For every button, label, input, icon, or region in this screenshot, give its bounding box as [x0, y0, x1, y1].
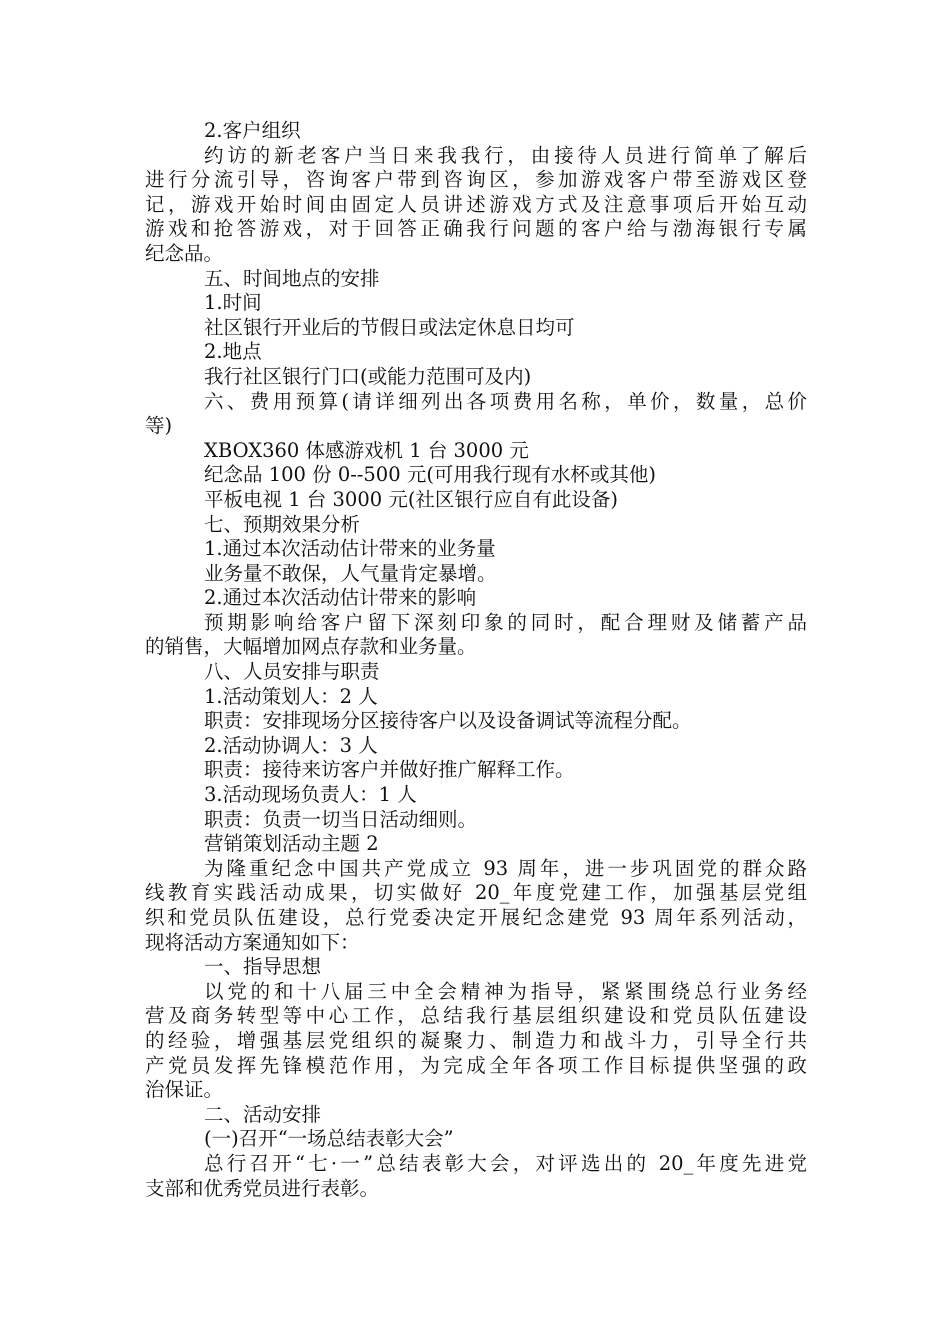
text-line: 1.通过本次活动估计带来的业务量 — [204, 537, 496, 561]
text-line: 业务量不敢保，人气量肯定暴增。 — [204, 561, 497, 585]
text-line: 游戏和抢答游戏，对于回答正确我行问题的客户给与渤海银行专属 — [145, 217, 807, 241]
text-line: 五、时间地点的安排 — [204, 266, 380, 290]
text-line: 织和党员队伍建设，总行党委决定开展纪念建党 93 周年系列活动， — [145, 906, 807, 929]
text-line: 营及商务转型等中心工作，总结我行基层组织建设和党员队伍建设 — [145, 1004, 807, 1028]
text-line: 一、指导思想 — [204, 955, 322, 979]
text-line: (一)召开“一场总结表彰大会” — [204, 1127, 454, 1151]
text-line: XBOX360 体感游戏机 1 台 3000 元 — [204, 438, 529, 462]
text-line: 1.时间 — [204, 291, 262, 315]
text-line: 以党的和十八届三中全会精神为指导，紧紧围绕总行业务经 — [204, 979, 807, 1003]
text-line: 我行社区银行门口(或能力范围可及内) — [204, 364, 532, 388]
text-line: 平板电视 1 台 3000 元(社区银行应自有此设备) — [204, 487, 619, 511]
text-line: 纪念品。 — [145, 241, 224, 265]
text-line: 3.活动现场负责人：1 人 — [204, 783, 417, 807]
text-line: 七、预期效果分析 — [204, 512, 361, 536]
text-line: 记，游戏开始时间由固定人员讲述游戏方式及注意事项后开始互动 — [145, 192, 807, 216]
text-line: 进行分流引导，咨询客户带到咨询区，参加游戏客户带至游戏区登 — [145, 168, 807, 192]
text-line: 等) — [145, 414, 173, 438]
text-line: 线教育实践活动成果，切实做好 20_年度党建工作，加强基层党组 — [145, 881, 807, 905]
text-line: 职责：接待来访客户并做好推广解释工作。 — [204, 758, 575, 782]
text-line: 营销策划活动主题 2 — [204, 832, 379, 856]
text-line: 支部和优秀党员进行表彰。 — [145, 1176, 380, 1200]
text-line: 八、人员安排与职责 — [204, 660, 380, 684]
text-line: 为隆重纪念中国共产党成立 93 周年，进一步巩固党的群众路 — [204, 856, 807, 880]
text-line: 2.活动协调人：3 人 — [204, 733, 378, 757]
text-line: 约访的新老客户当日来我我行，由接待人员进行简单了解后 — [204, 143, 807, 167]
text-line: 的经验，增强基层党组织的凝聚力、制造力和战斗力，引导全行共 — [145, 1028, 807, 1052]
text-line: 职责：安排现场分区接待客户以及设备调试等流程分配。 — [204, 709, 692, 733]
text-line: 六、费用预算(请详细列出各项费用名称，单价，数量，总价 — [204, 389, 807, 413]
text-line: 纪念品 100 份 0--500 元(可用我行现有水杯或其他) — [204, 463, 657, 487]
text-line: 二、活动安排 — [204, 1102, 322, 1126]
text-line: 社区银行开业后的节假日或法定休息日均可 — [204, 315, 575, 339]
text-line: 预期影响给客户留下深刻印象的同时，配合理财及储蓄产品 — [204, 610, 807, 634]
text-line: 1.活动策划人：2 人 — [204, 684, 378, 708]
text-line: 2.地点 — [204, 340, 262, 364]
text-line: 2.通过本次活动估计带来的影响 — [204, 586, 477, 610]
document-body — [145, 119, 807, 1201]
text-line: 2.客户组织 — [204, 119, 301, 142]
text-line: 职责：负责一切当日活动细则。 — [204, 807, 478, 831]
text-line: 现将活动方案通知如下： — [145, 930, 360, 954]
text-line: 总行召开“七·一”总结表彰大会，对评选出的 20_年度先进党 — [204, 1151, 807, 1175]
text-line: 的销售，大幅增加网点存款和业务量。 — [145, 635, 477, 659]
text-line: 产党员发挥先锋模范作用，为完成全年各项工作目标提供坚强的政 — [145, 1053, 807, 1077]
text-line: 治保证。 — [145, 1078, 224, 1102]
